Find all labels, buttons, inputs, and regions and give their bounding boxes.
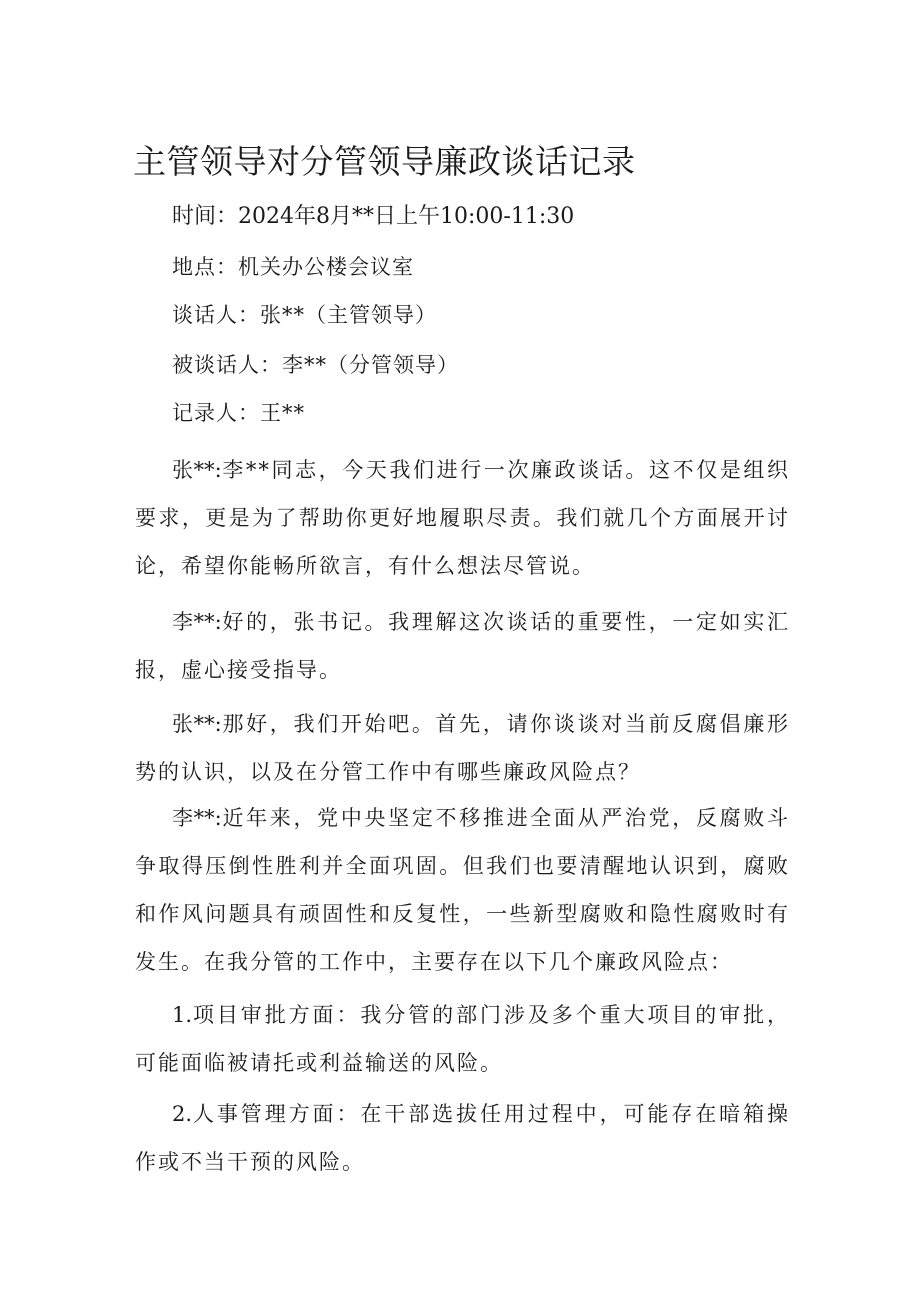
list-number: 1. bbox=[172, 1003, 193, 1027]
dialogue-paragraph bbox=[135, 700, 790, 796]
dialogue-speaker: 张**: bbox=[172, 712, 222, 736]
dialogue-text: 李**同志，今天我们进行一次廉政谈话。这不仅是组织要求，更是为了帮助你更好地履职尽责。我们就几个方面展开讨论，希望你能畅所欲言，有什么想法尽管说。 bbox=[135, 458, 791, 578]
recorder-line: 记录人：王** bbox=[172, 401, 305, 425]
dialogue-speaker: 李**: bbox=[172, 806, 222, 830]
dialogue-speaker: 李**: bbox=[172, 610, 222, 634]
dialogue-text: 近年来，党中央坚定不移推进全面从严治党，反腐败斗争取得压倒性胜利并全面巩固。但我们也要清醒地认识到，腐败和作风问题具有顽固性和反复性，一些新型腐败和隐性腐败时有发生。在我分管的工作中，主要存在以下几个廉政风险点： bbox=[135, 806, 791, 974]
risk-point-item bbox=[135, 1090, 790, 1186]
meeting-time: 时间：2024年8月**日上午10:00-11:30 bbox=[172, 204, 575, 229]
dialogue-text: 好的，张书记。我理解这次谈话的重要性，一定如实汇报，虚心接受指导。 bbox=[135, 610, 791, 682]
list-number: 2. bbox=[172, 1102, 193, 1126]
risk-point-item bbox=[135, 991, 790, 1087]
risk-point-text: 项目审批方面：我分管的部门涉及多个重大项目的审批，可能面临被请托或利益输送的风险。 bbox=[135, 1003, 790, 1075]
dialogue-paragraph bbox=[135, 794, 790, 986]
document-title: 主管领导对分管领导廉政谈话记录 bbox=[133, 142, 636, 181]
dialogue-speaker: 张**: bbox=[172, 458, 222, 482]
dialogue-paragraph bbox=[135, 446, 790, 590]
meeting-place: 地点：机关办公楼会议室 bbox=[172, 255, 414, 279]
dialogue-paragraph bbox=[135, 598, 790, 694]
dialogue-text: 那好，我们开始吧。首先，请你谈谈对当前反腐倡廉形势的认识，以及在分管工作中有哪些廉政风险点？ bbox=[135, 712, 791, 784]
listener-line: 被谈话人：李**（分管领导） bbox=[172, 353, 459, 377]
speaker-line: 谈话人：张**（主管领导） bbox=[172, 303, 437, 327]
risk-point-text: 人事管理方面：在干部选拔任用过程中，可能存在暗箱操作或不当干预的风险。 bbox=[135, 1102, 790, 1174]
